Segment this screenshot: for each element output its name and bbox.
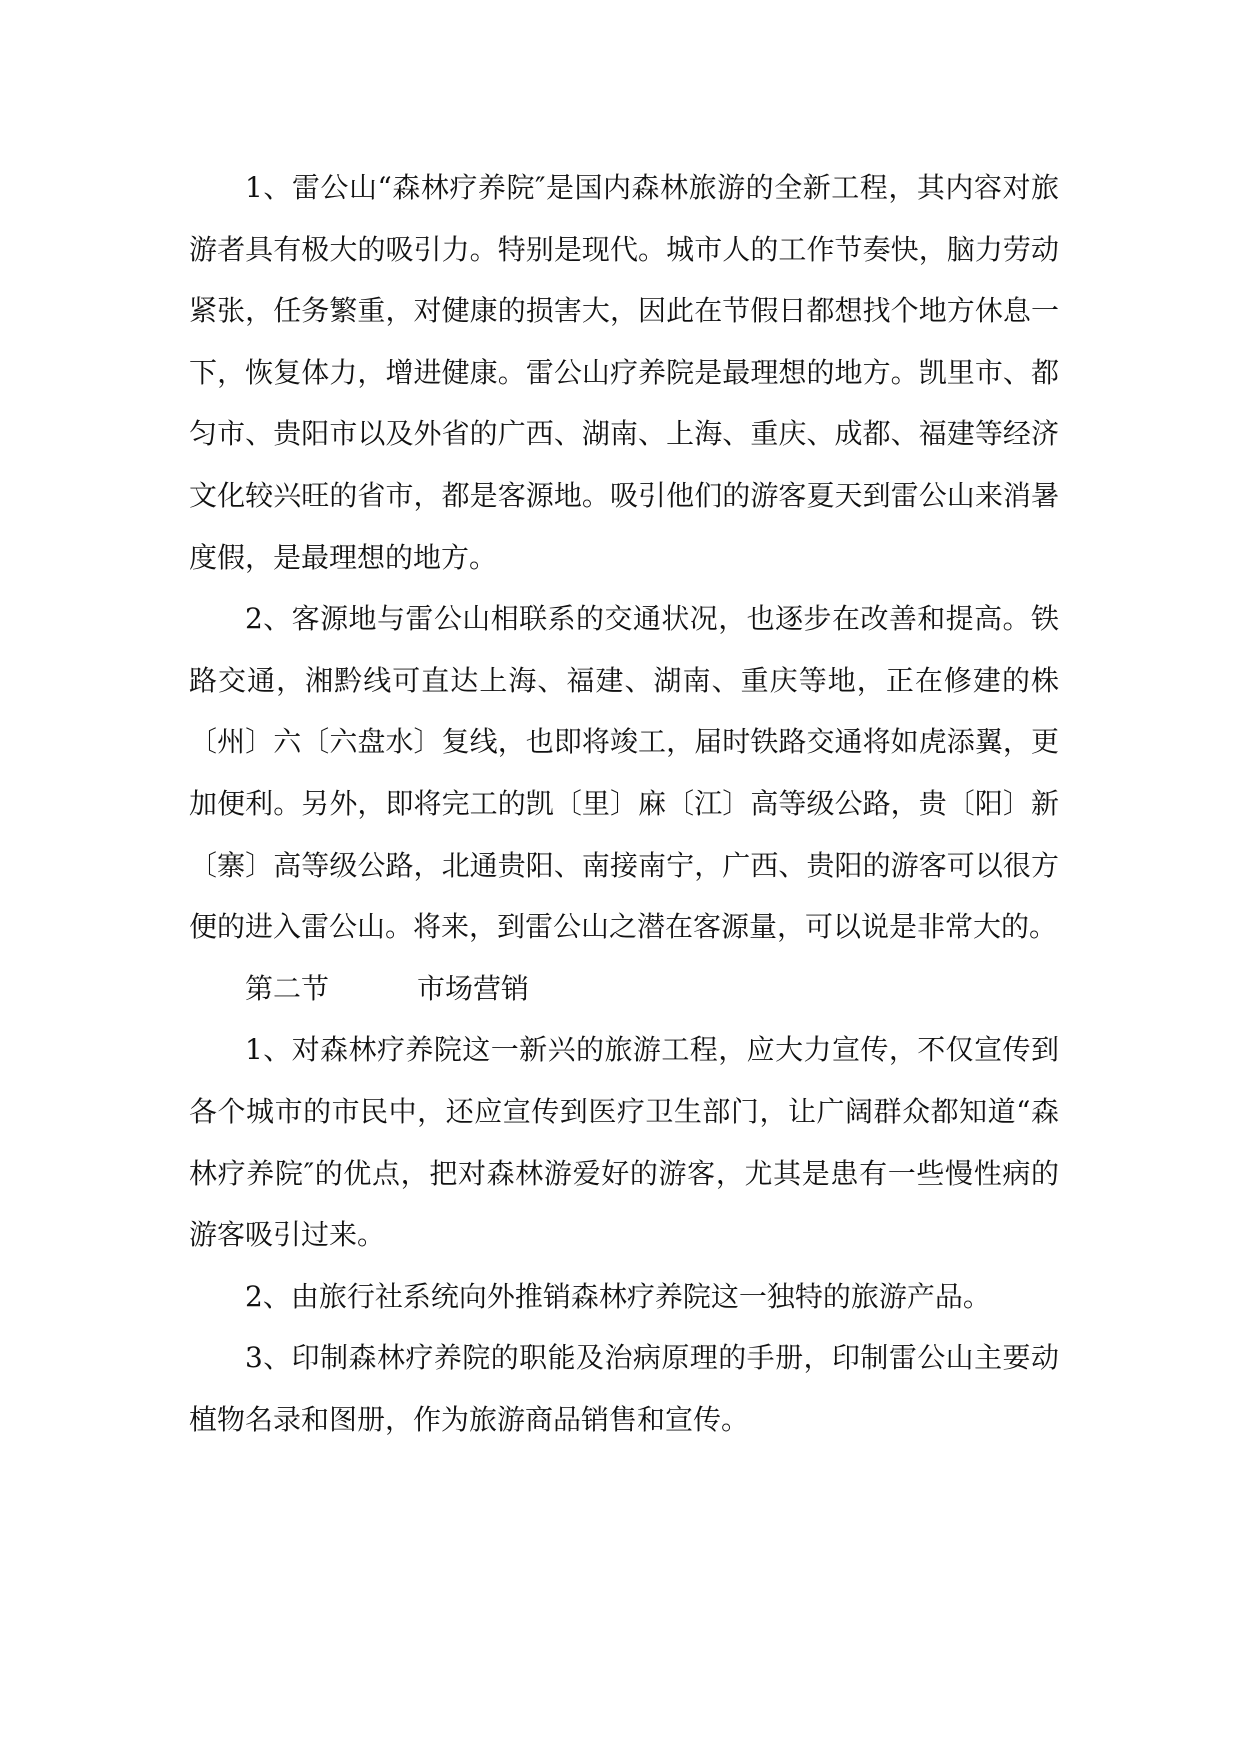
section-heading xyxy=(189,958,1059,1020)
section-number: 第二节 xyxy=(245,971,330,1005)
paragraph-promotion: 1、对森林疗养院这一新兴的旅游工程，应大力宣传，不仅宣传到各个城市的市民中，还应宣传到医疗卫生部门，让广阔群众都知道“森林疗养院″的优点，把对森林游爱好的游客，尤其是患有一些慢性病的游客吸引过来。 xyxy=(189,1033,1059,1252)
section-title: 市场营销 xyxy=(417,971,530,1005)
document-body xyxy=(189,157,1059,1450)
paragraph-transport-conditions: 2、客源地与雷公山相联系的交通状况，也逐步在改善和提高。铁路交通，湘黔线可直达上海、福建、湖南、重庆等地，正在修建的株〔州〕六〔六盘水〕复线，也即将竣工，届时铁路交通将如虎添翼，更加便利。另外，即将完工的凯〔里〕麻〔江〕高等级公路，贵〔阳〕新〔寨〕高等级公路，北通贵阳、南接南宁，广西、贵阳的游客可以很方便的进入雷公山。将来，到雷公山之潜在客源量，可以说是非常大的。 xyxy=(189,602,1059,944)
paragraph-travel-agency: 2、由旅行社系统向外推销森林疗养院这一独特的旅游产品。 xyxy=(245,1279,991,1313)
paragraph-tourist-appeal: 1、雷公山“森林疗养院″是国内森林旅游的全新工程，其内容对旅游者具有极大的吸引力。特别是现代。城市人的工作节奏快，脑力劳动紧张，任务繁重，对健康的损害大，因此在节假日都想找个地方休息一下，恢复体力，增进健康。雷公山疗养院是最理想的地方。凯里市、都匀市、贵阳市以及外省的广西、湖南、上海、重庆、成都、福建等经济文化较兴旺的省市，都是客源地。吸引他们的游客夏天到雷公山来消暑度假，是最理想的地方。 xyxy=(189,171,1059,574)
paragraph-printed-materials: 3、印制森林疗养院的职能及治病原理的手册，印制雷公山主要动植物名录和图册，作为旅游商品销售和宣传。 xyxy=(189,1341,1059,1436)
